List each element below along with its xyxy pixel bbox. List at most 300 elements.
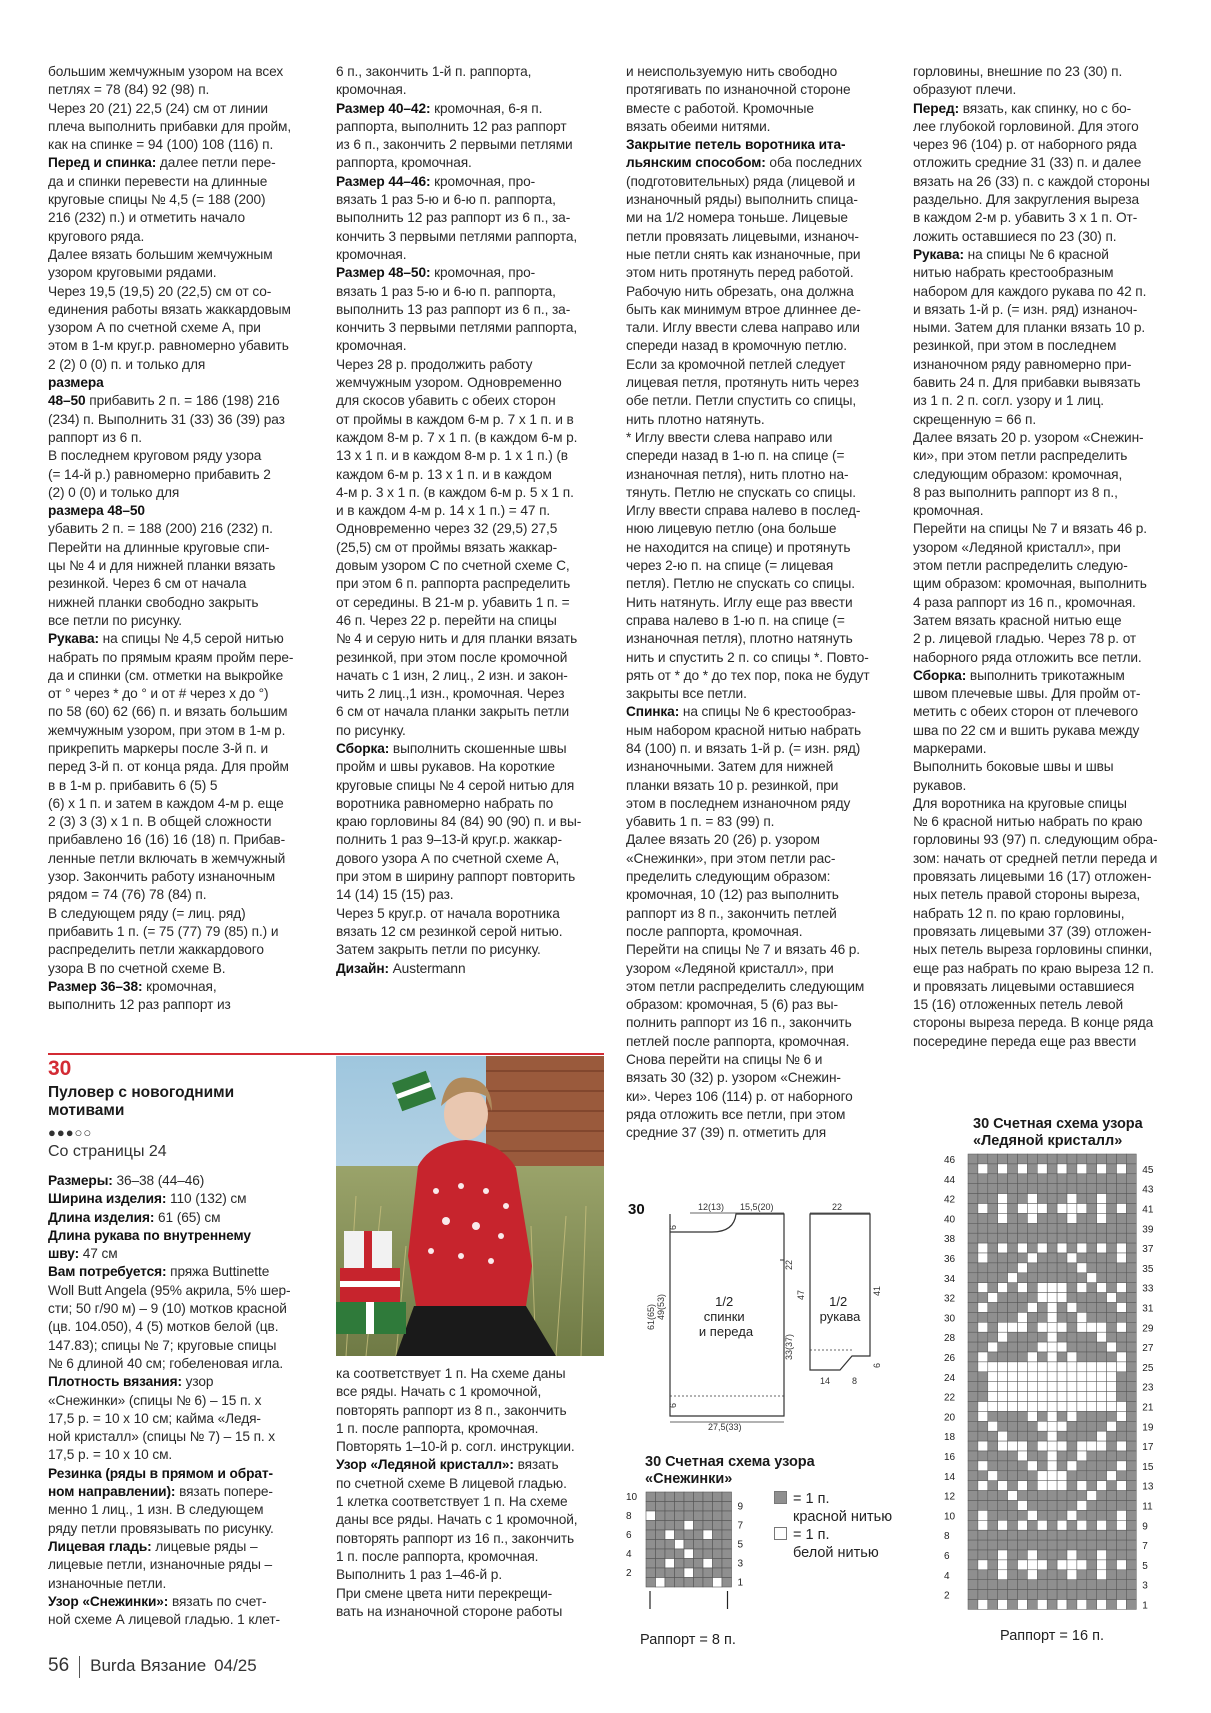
- chart-cell: [1067, 1431, 1077, 1441]
- chart-cell: [988, 1273, 998, 1283]
- chart-cell: [1008, 1164, 1018, 1174]
- chart-cell: [646, 1568, 656, 1578]
- paragraph-text: 47 см: [79, 1246, 118, 1262]
- chart-cell: [978, 1560, 988, 1570]
- chart-cell: [1057, 1352, 1067, 1362]
- chart-cell: [1057, 1540, 1067, 1550]
- chart-cell: [1077, 1431, 1087, 1441]
- chart-cell: [1027, 1312, 1037, 1322]
- paragraph-heading: Узор «Ледяной кристалл»:: [336, 1457, 514, 1473]
- chart-cell: [978, 1481, 988, 1491]
- chart-cell: [1008, 1273, 1018, 1283]
- chart-cell: [1057, 1174, 1067, 1184]
- chart-cell: [1047, 1362, 1057, 1372]
- row-number-left: 22: [944, 1392, 956, 1404]
- chart-cell: [968, 1540, 978, 1550]
- row-number-right: 35: [1142, 1263, 1154, 1275]
- chart-cell: [1018, 1312, 1028, 1322]
- chart-cell: [713, 1502, 723, 1512]
- chart-cell: [1037, 1560, 1047, 1570]
- chart-cell: [1037, 1293, 1047, 1303]
- row-number-left: 12: [944, 1491, 956, 1503]
- chart-cell: [998, 1441, 1008, 1451]
- row-number-right: 17: [1142, 1442, 1154, 1454]
- chart-cell: [1037, 1520, 1047, 1530]
- chart-cell: [978, 1431, 988, 1441]
- chart-cell: [703, 1540, 713, 1550]
- chart-cell: [968, 1263, 978, 1273]
- row-number-left: 26: [944, 1353, 956, 1364]
- chart-cell: [703, 1492, 713, 1502]
- chart-cell: [1067, 1481, 1077, 1491]
- chart-cell: [978, 1253, 988, 1263]
- chart-cell: [694, 1549, 704, 1559]
- chart-cell: [1057, 1312, 1067, 1322]
- chart-cell: [1087, 1600, 1097, 1610]
- chart-cell: [1027, 1382, 1037, 1392]
- dim-sleeve-inner: 41: [872, 1285, 882, 1296]
- chart-cell: [1027, 1431, 1037, 1441]
- chart-cell: [1087, 1164, 1097, 1174]
- chart-cell: [1027, 1451, 1037, 1461]
- chart-cell: [998, 1560, 1008, 1570]
- chart-cell: [1126, 1411, 1136, 1421]
- row-number-right: 1: [737, 1577, 744, 1589]
- chart-cell: [1057, 1322, 1067, 1332]
- paragraph-text: большим жемчужным узором на всех петлях = 78 (84) 92 (98) п. Через 20 (21) 22,5 (24) см от линии плеча выполнить прибавки для пройм, как на спинке = 94 (100) 108 (116) п.: [48, 64, 292, 153]
- chart-cell: [1057, 1411, 1067, 1421]
- chart-cell: [998, 1253, 1008, 1263]
- chart-cell: [1077, 1303, 1087, 1313]
- chart-cell: [1107, 1312, 1117, 1322]
- chart-cell: [1027, 1293, 1037, 1303]
- paragraph-heading: размера 48–50: [48, 375, 104, 409]
- chart-cell: [1008, 1530, 1018, 1540]
- chart-cell: [656, 1549, 666, 1559]
- chart-cell: [1107, 1392, 1117, 1402]
- chart-cell: [1018, 1580, 1028, 1590]
- chart-cell: [1087, 1431, 1097, 1441]
- chart-cell: [1037, 1322, 1047, 1332]
- paragraph-text: вязать, как спинку, но с бо- лее глубокой горловиной. Для этого через 96 (104) р. от наборного ряда отложить средние 31 (33) п. и далее вязать на 26 (33) п. с каждой стороны раздельно. Для закругления выреза в каждом 2-м р. убавить 3 х 1 п. От- ложить оставшиеся по 23 (30) п.: [913, 100, 1150, 244]
- chart-cell: [998, 1471, 1008, 1481]
- chart-cell: [978, 1570, 988, 1580]
- chart-cell: [1067, 1491, 1077, 1501]
- chart-cell: [1027, 1580, 1037, 1590]
- chart-cell: [1087, 1204, 1097, 1214]
- chart-cell: [988, 1392, 998, 1402]
- chart-cell: [1018, 1501, 1028, 1511]
- paragraph: [48, 978, 326, 1015]
- chart-cell: [1047, 1263, 1057, 1273]
- chart-cell: [1126, 1372, 1136, 1382]
- chart-cell: [978, 1491, 988, 1501]
- chart-cell: [988, 1451, 998, 1461]
- chart-cell: [1008, 1510, 1018, 1520]
- chart-cell: [1087, 1461, 1097, 1471]
- chart-cell: [694, 1578, 704, 1588]
- chart-cell: [1107, 1213, 1117, 1223]
- chart-cell: [1087, 1194, 1097, 1204]
- chart-cell: [1027, 1372, 1037, 1382]
- chart-cell: [1107, 1411, 1117, 1421]
- chart-cell: [968, 1352, 978, 1362]
- chart-cell: [978, 1580, 988, 1590]
- paragraph: [48, 630, 326, 978]
- chart-cell: [1067, 1174, 1077, 1184]
- row-number-left: 2: [944, 1590, 950, 1602]
- chart-cell: [968, 1411, 978, 1421]
- chart-cell: [1107, 1471, 1117, 1481]
- difficulty-rating: ●●●○○: [48, 1125, 93, 1140]
- chart-cell: [968, 1402, 978, 1412]
- chart-cell: [978, 1441, 988, 1451]
- chart-cell: [1027, 1501, 1037, 1511]
- chart-cell: [1027, 1194, 1037, 1204]
- chart-cell: [1097, 1411, 1107, 1421]
- chart-cell: [1008, 1352, 1018, 1362]
- chart-cell: [1047, 1510, 1057, 1520]
- chart-cell: [998, 1362, 1008, 1372]
- chart-cell: [1027, 1362, 1037, 1372]
- chart-cell: [1037, 1273, 1047, 1283]
- chart-cell: [1117, 1293, 1127, 1303]
- chart-cell: [968, 1510, 978, 1520]
- chart-cell: [998, 1382, 1008, 1392]
- issue-number: 04/25: [214, 1656, 257, 1675]
- chart-cell: [998, 1580, 1008, 1590]
- chart-cell: [1047, 1352, 1057, 1362]
- chart-cell: [1097, 1600, 1107, 1610]
- paragraph: [336, 740, 604, 960]
- chart-cell: [1018, 1570, 1028, 1580]
- chart-cell: [988, 1530, 998, 1540]
- chart-cell: [1037, 1540, 1047, 1550]
- chart-cell: [1037, 1392, 1047, 1402]
- chart-cell: [1067, 1382, 1077, 1392]
- chart-cell: [998, 1550, 1008, 1560]
- paragraph-text: оба последних (подготовительных) ряда (лицевой и изнаночный ряды) выполнить спица- ми на 1/2 номера тоньше. Лицевые петли провязать лицевыми, изнаноч- ные петли снять как изнаночные, при этом нить протянуть перед работой. Рабочую нить обрезать, она должна быть как минимум втрое длиннее де- тали. Иглу ввести слева направо или спереди назад в кромочную петлю. Если за кромочной петлей следует лицевая петля, протянуть нить через обе петли. Петли спустить со спицы, нить плотно натянуть. * Иглу ввести слева направо или спереди назад в 1-ю п. на спице (= изнаночная петля), нить плотно на- тянуть. Петлю не спускать со спицы. Иглу ввести справа налево в послед- нюю лицевую петлю (она больше не находится на спице) и протянуть через 2-ю п. на спице (= лицевая петля). Петлю не спускать со спицы. Нить натянуть. Иглу еще раз ввести справа налево в 1-ю п. на спице (= изнаночная петля), плотно натянуть нить и спустить 2 п. со спицы *. Повто- рять от * до * до тех пор, пока не будут закрыты все петли.: [626, 155, 870, 702]
- chart-cell: [1077, 1223, 1087, 1233]
- chart-cell: [1107, 1243, 1117, 1253]
- chart-cell: [1117, 1590, 1127, 1600]
- chart-cell: [1018, 1372, 1028, 1382]
- chart-cell: [988, 1322, 998, 1332]
- row-number-right: 39: [1142, 1224, 1154, 1236]
- chart-cell: [1027, 1530, 1037, 1540]
- chart-cell: [988, 1293, 998, 1303]
- dim-neck-depth: 6: [668, 1224, 678, 1230]
- chart-cell: [1057, 1303, 1067, 1313]
- chart-cell: [1037, 1491, 1047, 1501]
- chart-cell: [1077, 1194, 1087, 1204]
- chart-cell: [1018, 1154, 1028, 1164]
- chart-cell: [968, 1213, 978, 1223]
- chart-cell: [646, 1540, 656, 1550]
- chart-cell: [1008, 1332, 1018, 1342]
- chart-cell: [978, 1392, 988, 1402]
- chart-cell: [675, 1568, 685, 1578]
- chart-cell: [968, 1243, 978, 1253]
- row-number-left: 44: [944, 1174, 956, 1186]
- chart-cell: [1126, 1194, 1136, 1204]
- row-number-left: 20: [944, 1412, 956, 1424]
- chart-cell: [1027, 1204, 1037, 1214]
- chart-cell: [1126, 1233, 1136, 1243]
- chart-cell: [1008, 1223, 1018, 1233]
- chart-cell: [1027, 1510, 1037, 1520]
- chart-cell: [1126, 1184, 1136, 1194]
- chart-cell: [1067, 1164, 1077, 1174]
- chart-cell: [1067, 1501, 1077, 1511]
- chart-cell: [1008, 1253, 1018, 1263]
- chart-cell: [1097, 1451, 1107, 1461]
- chart-cell: [978, 1263, 988, 1273]
- chart-cell: [1047, 1332, 1057, 1342]
- chart-cell: [1077, 1154, 1087, 1164]
- chart-cell: [1037, 1501, 1047, 1511]
- chart-cell: [978, 1501, 988, 1511]
- chart-cell: [1008, 1540, 1018, 1550]
- chart-cell: [1097, 1273, 1107, 1283]
- text-column-2: [336, 63, 604, 978]
- chart-cell: [675, 1492, 685, 1502]
- chart-cell: [1037, 1530, 1047, 1540]
- chart-cell: [978, 1243, 988, 1253]
- chart-cell: [694, 1540, 704, 1550]
- chart-cell: [968, 1253, 978, 1263]
- chart-cell: [1018, 1164, 1028, 1174]
- chart-cell: [1018, 1481, 1028, 1491]
- paragraph: [336, 100, 604, 173]
- chart-cell: [1126, 1174, 1136, 1184]
- chart-cell: [684, 1511, 694, 1521]
- paragraph-heading: Длина изделия:: [48, 1209, 155, 1225]
- chart-cell: [1027, 1303, 1037, 1313]
- chart-cell: [1057, 1471, 1067, 1481]
- chart-cell: [1027, 1213, 1037, 1223]
- chart-cell: [1077, 1570, 1087, 1580]
- chart-cell: [1057, 1194, 1067, 1204]
- chart-cell: [1117, 1332, 1127, 1342]
- chart-cell: [1018, 1402, 1028, 1412]
- text-column-3: [626, 63, 901, 1143]
- chart-cell: [1018, 1332, 1028, 1342]
- chart-cell: [998, 1411, 1008, 1421]
- chart-cell: [978, 1204, 988, 1214]
- schema-b-title: 30 Счетная схема узора «Ледяной кристалл»: [973, 1116, 1143, 1149]
- chart-cell: [713, 1530, 723, 1540]
- row-number-right: 11: [1142, 1501, 1153, 1513]
- chart-cell: [968, 1520, 978, 1530]
- row-number-left: 10: [944, 1511, 956, 1523]
- chart-cell: [1057, 1451, 1067, 1461]
- chart-cell: [1018, 1362, 1028, 1372]
- chart-cell: [1126, 1303, 1136, 1313]
- chart-cell: [1037, 1471, 1047, 1481]
- chart-cell: [675, 1540, 685, 1550]
- chart-cell: [1037, 1362, 1047, 1372]
- page-footer: [48, 1655, 257, 1678]
- chart-cell: [988, 1362, 998, 1372]
- chart-cell: [978, 1233, 988, 1243]
- chart-cell: [1077, 1253, 1087, 1263]
- chart-cell: [988, 1154, 998, 1164]
- chart-cell: [1057, 1243, 1067, 1253]
- chart-cell: [1008, 1520, 1018, 1530]
- schema-a-chart: [624, 1490, 764, 1635]
- chart-cell: [1097, 1540, 1107, 1550]
- chart-cell: [988, 1570, 998, 1580]
- dim-shoulder-width: 15,5(20): [740, 1202, 774, 1212]
- article-specs: [48, 1172, 316, 1629]
- footer-divider: [79, 1656, 80, 1678]
- chart-cell: [713, 1492, 723, 1502]
- chart-cell: [1097, 1352, 1107, 1362]
- chart-cell: [1027, 1520, 1037, 1530]
- chart-cell: [1027, 1540, 1037, 1550]
- chart-cell: [1018, 1253, 1028, 1263]
- paragraph: [336, 264, 604, 740]
- chart-cell: [968, 1372, 978, 1382]
- chart-cell: [1018, 1461, 1028, 1471]
- chart-cell: [1008, 1501, 1018, 1511]
- chart-cell: [998, 1322, 1008, 1332]
- chart-cell: [1077, 1243, 1087, 1253]
- row-number-left: 34: [944, 1273, 956, 1285]
- chart-cell: [1117, 1154, 1127, 1164]
- chart-cell: [988, 1461, 998, 1471]
- chart-cell: [722, 1521, 732, 1531]
- chart-cell: [675, 1511, 685, 1521]
- chart-cell: [1087, 1174, 1097, 1184]
- chart-cell: [1107, 1352, 1117, 1362]
- chart-cell: [968, 1421, 978, 1431]
- chart-cell: [1097, 1560, 1107, 1570]
- row-number-right: 13: [1142, 1481, 1154, 1493]
- chart-cell: [968, 1223, 978, 1233]
- chart-cell: [978, 1471, 988, 1481]
- paragraph-heading: Размер 40–42:: [336, 100, 431, 116]
- chart-cell: [1126, 1501, 1136, 1511]
- chart-cell: [1117, 1372, 1127, 1382]
- chart-cell: [998, 1530, 1008, 1540]
- chart-cell: [1107, 1273, 1117, 1283]
- chart-cell: [684, 1559, 694, 1569]
- chart-cell: [1077, 1411, 1087, 1421]
- chart-cell: [1067, 1263, 1077, 1273]
- chart-cell: [1018, 1421, 1028, 1431]
- paragraph-text: кромочная, про- вязать 1 раз 5-ю и 6-ю п. раппорта, выполнить 12 раз раппорт из 6 п., за- кончить 3 первыми петлями раппорта, кромочная.: [336, 173, 578, 262]
- row-number-left: 32: [944, 1293, 956, 1305]
- chart-cell: [1037, 1431, 1047, 1441]
- row-number-left: 6: [944, 1551, 950, 1562]
- chart-cell: [1126, 1204, 1136, 1214]
- chart-cell: [1077, 1520, 1087, 1530]
- chart-cell: [1037, 1570, 1047, 1580]
- piece-label-sleeve: 1/2 рукава: [819, 1294, 861, 1324]
- chart-cell: [1057, 1263, 1067, 1273]
- chart-cell: [1117, 1382, 1127, 1392]
- chart-cell: [998, 1184, 1008, 1194]
- chart-cell: [1057, 1461, 1067, 1471]
- chart-cell: [1097, 1570, 1107, 1580]
- chart-cell: [968, 1322, 978, 1332]
- chart-cell: [665, 1530, 675, 1540]
- chart-cell: [1107, 1431, 1117, 1441]
- chart-cell: [988, 1263, 998, 1273]
- chart-cell: [665, 1549, 675, 1559]
- chart-cell: [1117, 1184, 1127, 1194]
- chart-cell: [1107, 1530, 1117, 1540]
- paragraph-heading: Закрытие петель воротника ита- льянским способом:: [626, 137, 846, 171]
- chart-cell: [1067, 1223, 1077, 1233]
- chart-cell: [656, 1540, 666, 1550]
- chart-cell: [1117, 1312, 1127, 1322]
- chart-cell: [978, 1590, 988, 1600]
- chart-cell: [1047, 1402, 1057, 1412]
- chart-cell: [1126, 1273, 1136, 1283]
- chart-cell: [1117, 1540, 1127, 1550]
- chart-cell: [713, 1511, 723, 1521]
- chart-cell: [1057, 1223, 1067, 1233]
- chart-cell: [1077, 1382, 1087, 1392]
- chart-cell: [646, 1502, 656, 1512]
- chart-cell: [1117, 1342, 1127, 1352]
- row-number-right: 27: [1142, 1343, 1154, 1355]
- chart-cell: [1008, 1204, 1018, 1214]
- chart-cell: [1107, 1540, 1117, 1550]
- chart-cell: [988, 1223, 998, 1233]
- chart-cell: [1027, 1570, 1037, 1580]
- chart-cell: [1047, 1520, 1057, 1530]
- chart-cell: [1027, 1411, 1037, 1421]
- chart-cell: [1117, 1411, 1127, 1421]
- chart-cell: [988, 1332, 998, 1342]
- dim-sleeve-top: 22: [832, 1202, 843, 1212]
- chart-cell: [1097, 1204, 1107, 1214]
- row-number-right: 37: [1142, 1244, 1154, 1256]
- chart-cell: [998, 1174, 1008, 1184]
- chart-cell: [646, 1492, 656, 1502]
- chart-cell: [978, 1342, 988, 1352]
- chart-cell: [998, 1233, 1008, 1243]
- legend-red-swatch: [774, 1491, 787, 1504]
- chart-cell: [1097, 1550, 1107, 1560]
- chart-cell: [1018, 1213, 1028, 1223]
- chart-cell: [1037, 1243, 1047, 1253]
- chart-cell: [1037, 1154, 1047, 1164]
- chart-cell: [968, 1362, 978, 1372]
- chart-cell: [1117, 1451, 1127, 1461]
- chart-cell: [1107, 1174, 1117, 1184]
- chart-cell: [665, 1559, 675, 1569]
- chart-cell: [1067, 1312, 1077, 1322]
- chart-cell: [665, 1502, 675, 1512]
- chart-cell: [998, 1263, 1008, 1273]
- chart-cell: [1057, 1204, 1067, 1214]
- chart-cell: [1087, 1293, 1097, 1303]
- chart-cell: [1037, 1332, 1047, 1342]
- chart-cell: [1087, 1184, 1097, 1194]
- chart-cell: [1027, 1154, 1037, 1164]
- piece-label-back: 1/2 спинки и переда: [698, 1294, 754, 1339]
- chart-cell: [1097, 1253, 1107, 1263]
- chart-cell: [1107, 1164, 1117, 1174]
- paragraph: [48, 1538, 316, 1593]
- chart-cell: [1107, 1590, 1117, 1600]
- chart-cell: [1057, 1332, 1067, 1342]
